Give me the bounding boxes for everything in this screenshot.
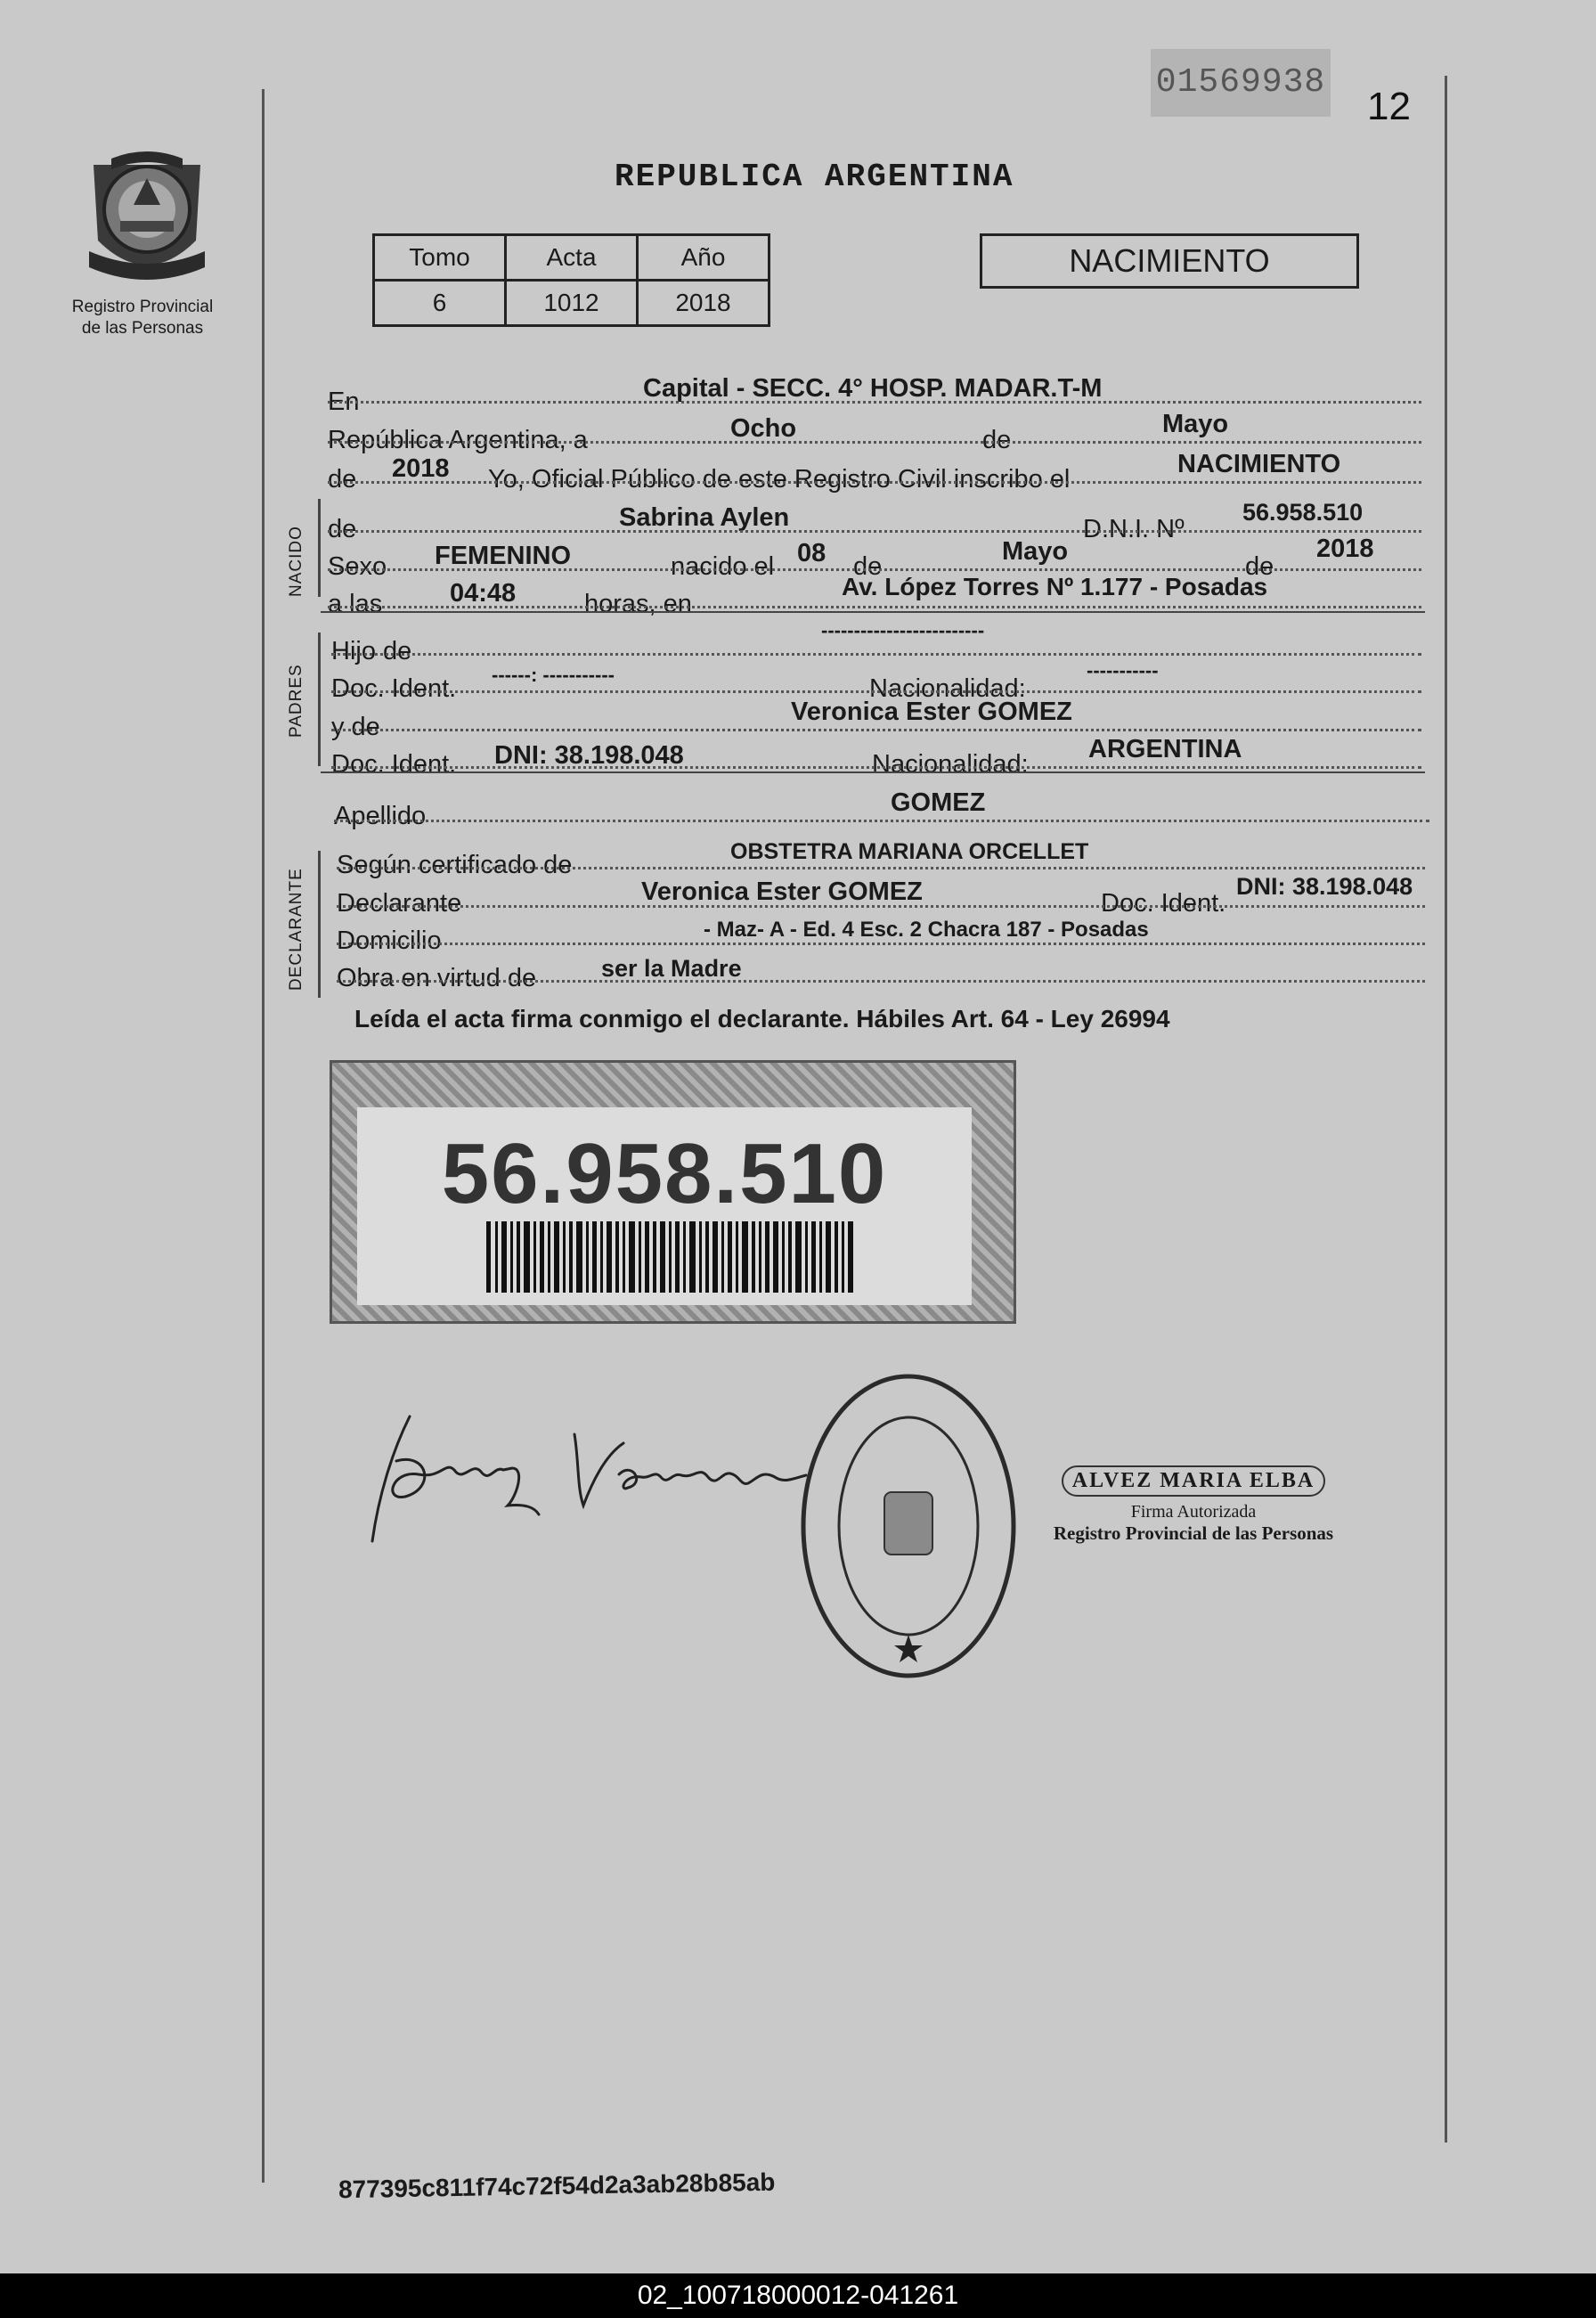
value-year: 2018 (392, 454, 450, 483)
dotted-line (331, 766, 1421, 769)
document-type-box: NACIMIENTO (980, 233, 1359, 289)
page-number: 12 (1367, 85, 1411, 128)
dotted-line (328, 401, 1421, 404)
section-divider (321, 611, 1425, 613)
dotted-line (328, 606, 1421, 608)
dotted-line (331, 653, 1421, 656)
label-nacionalidad: Nacionalidad: (869, 674, 1026, 703)
label-de2: de (328, 465, 357, 494)
footer-id: 02_100718000012-041261 (0, 2273, 1596, 2318)
dni-sticker (330, 1060, 1016, 1324)
misiones-emblem-icon (62, 143, 232, 294)
section-label-nacido: NACIDO (287, 526, 305, 597)
mother-name: Veronica Ester GOMEZ (791, 698, 1072, 726)
dotted-line (328, 441, 1421, 444)
birth-month: Mayo (1002, 537, 1069, 566)
registry-label-acta: Acta (506, 235, 638, 281)
section-bracket (318, 851, 321, 998)
capacity: ser la Madre (601, 955, 742, 982)
authorized-title: Firma Autorizada (1130, 1502, 1257, 1522)
dotted-line (331, 690, 1421, 693)
registry-value-tomo: 6 (374, 281, 506, 326)
label-republica: República Argentina, a (328, 426, 588, 454)
document-hash: 877395c811f74c72f54d2a3ab28b85ab (338, 2167, 776, 2204)
address: - Maz- A - Ed. 4 Esc. 2 Chacra 187 - Posadas (704, 918, 1149, 942)
dotted-line (328, 568, 1421, 571)
dotted-line (337, 905, 1425, 908)
declarant-doc: DNI: 38.198.048 (1236, 873, 1413, 900)
label-declarante: Declarante (337, 889, 462, 918)
father-nationality: ----------- (1087, 659, 1159, 682)
official-seal-icon (797, 1367, 1020, 1684)
dotted-line (337, 867, 1425, 869)
mother-doc: DNI: 38.198.048 (494, 741, 684, 770)
sticker-inner (357, 1107, 972, 1305)
registry-value-anio: 2018 (638, 281, 770, 326)
label-sexo: Sexo (328, 552, 387, 581)
dotted-line (337, 943, 1425, 945)
authorized-stamp (1042, 1465, 1345, 1545)
label-doc-ident: Doc. Ident. (1101, 889, 1226, 918)
dotted-line (328, 481, 1421, 484)
value-place: Capital - SECC. 4° HOSP. MADAR.T-M (643, 374, 1103, 403)
certificate-issuer: OBSTETRA MARIANA ORCELLET (730, 839, 1089, 864)
label-nacido-el: nacido el (671, 552, 775, 581)
section-bracket (318, 499, 321, 597)
barcode-icon (486, 1221, 860, 1293)
registry-label-tomo: Tomo (374, 235, 506, 281)
authorized-office: Registro Provincial de las Personas (1053, 1522, 1334, 1544)
country-title: REPUBLICA ARGENTINA (615, 159, 1014, 195)
sticker-number: 56.958.510 (441, 1126, 888, 1221)
label-hijo-de: Hijo de (331, 637, 412, 665)
dotted-line (328, 530, 1421, 533)
registry-label-anio: Año (638, 235, 770, 281)
birth-time: 04:48 (450, 579, 517, 608)
label-apellido: Apellido (334, 802, 427, 830)
province-logo (62, 143, 240, 298)
label-en: En (328, 388, 360, 416)
left-margin-line (262, 89, 265, 2183)
section-label-padres: PADRES (287, 664, 305, 738)
label-de2: de (1245, 552, 1274, 581)
authorized-name: ALVEZ MARIA ELBA (1062, 1465, 1326, 1497)
father-doc: ------: ----------- (492, 664, 615, 686)
label-de: de (982, 426, 1012, 454)
handwritten-signature (356, 1399, 819, 1550)
serial-number: 01569938 (1151, 49, 1331, 117)
father-name: ------------------------- (821, 619, 985, 641)
section-label-declarante: DECLARANTE (287, 868, 305, 991)
label-doc-ident: Doc. Ident. (331, 750, 457, 779)
section-divider (321, 771, 1425, 773)
label-dni: D.N.I. Nº (1083, 515, 1185, 543)
child-name: Sabrina Aylen (619, 503, 790, 532)
section-bracket (318, 633, 321, 766)
closing-statement: Leída el acta firma conmigo el declarante. Hábiles Art. 64 - Ley 26994 (354, 1005, 1170, 1032)
registry-value-acta: 1012 (506, 281, 638, 326)
label-de: de (328, 515, 357, 543)
label-doc-ident: Doc. Ident. (331, 674, 457, 703)
birth-place: Av. López Torres Nº 1.177 - Posadas (842, 573, 1268, 600)
label-obra: Obra en virtud de (337, 964, 537, 992)
surname: GOMEZ (891, 788, 986, 817)
registry-table (372, 233, 770, 327)
declarant-name: Veronica Ester GOMEZ (641, 877, 923, 906)
label-nacionalidad: Nacionalidad: (872, 750, 1029, 779)
value-act: NACIMIENTO (1177, 450, 1341, 478)
child-sex: FEMENINO (435, 542, 572, 570)
value-month: Mayo (1162, 410, 1229, 438)
right-margin-line (1445, 76, 1447, 2143)
birth-year: 2018 (1316, 535, 1374, 563)
label-de: de (853, 552, 883, 581)
dotted-line (334, 820, 1429, 822)
label-certificado: Según certificado de (337, 851, 573, 879)
label-yo: Yo, Oficial Público de este Registro Civil inscribo el (488, 465, 1071, 494)
label-alas: a las (328, 590, 383, 618)
dotted-line (331, 729, 1421, 731)
logo-caption-line2: de las Personas (81, 319, 204, 338)
logo-caption (53, 297, 232, 339)
dotted-line (337, 980, 1425, 983)
child-dni: 56.958.510 (1242, 499, 1364, 526)
birth-day: 08 (797, 539, 826, 567)
label-y-de: y de (331, 713, 380, 741)
value-day: Ocho (730, 414, 797, 443)
logo-caption-line1: Registro Provincial (71, 298, 214, 316)
label-domicilio: Domicilio (337, 926, 442, 955)
label-horas: horas, en (584, 590, 692, 618)
mother-nationality: ARGENTINA (1088, 735, 1242, 763)
